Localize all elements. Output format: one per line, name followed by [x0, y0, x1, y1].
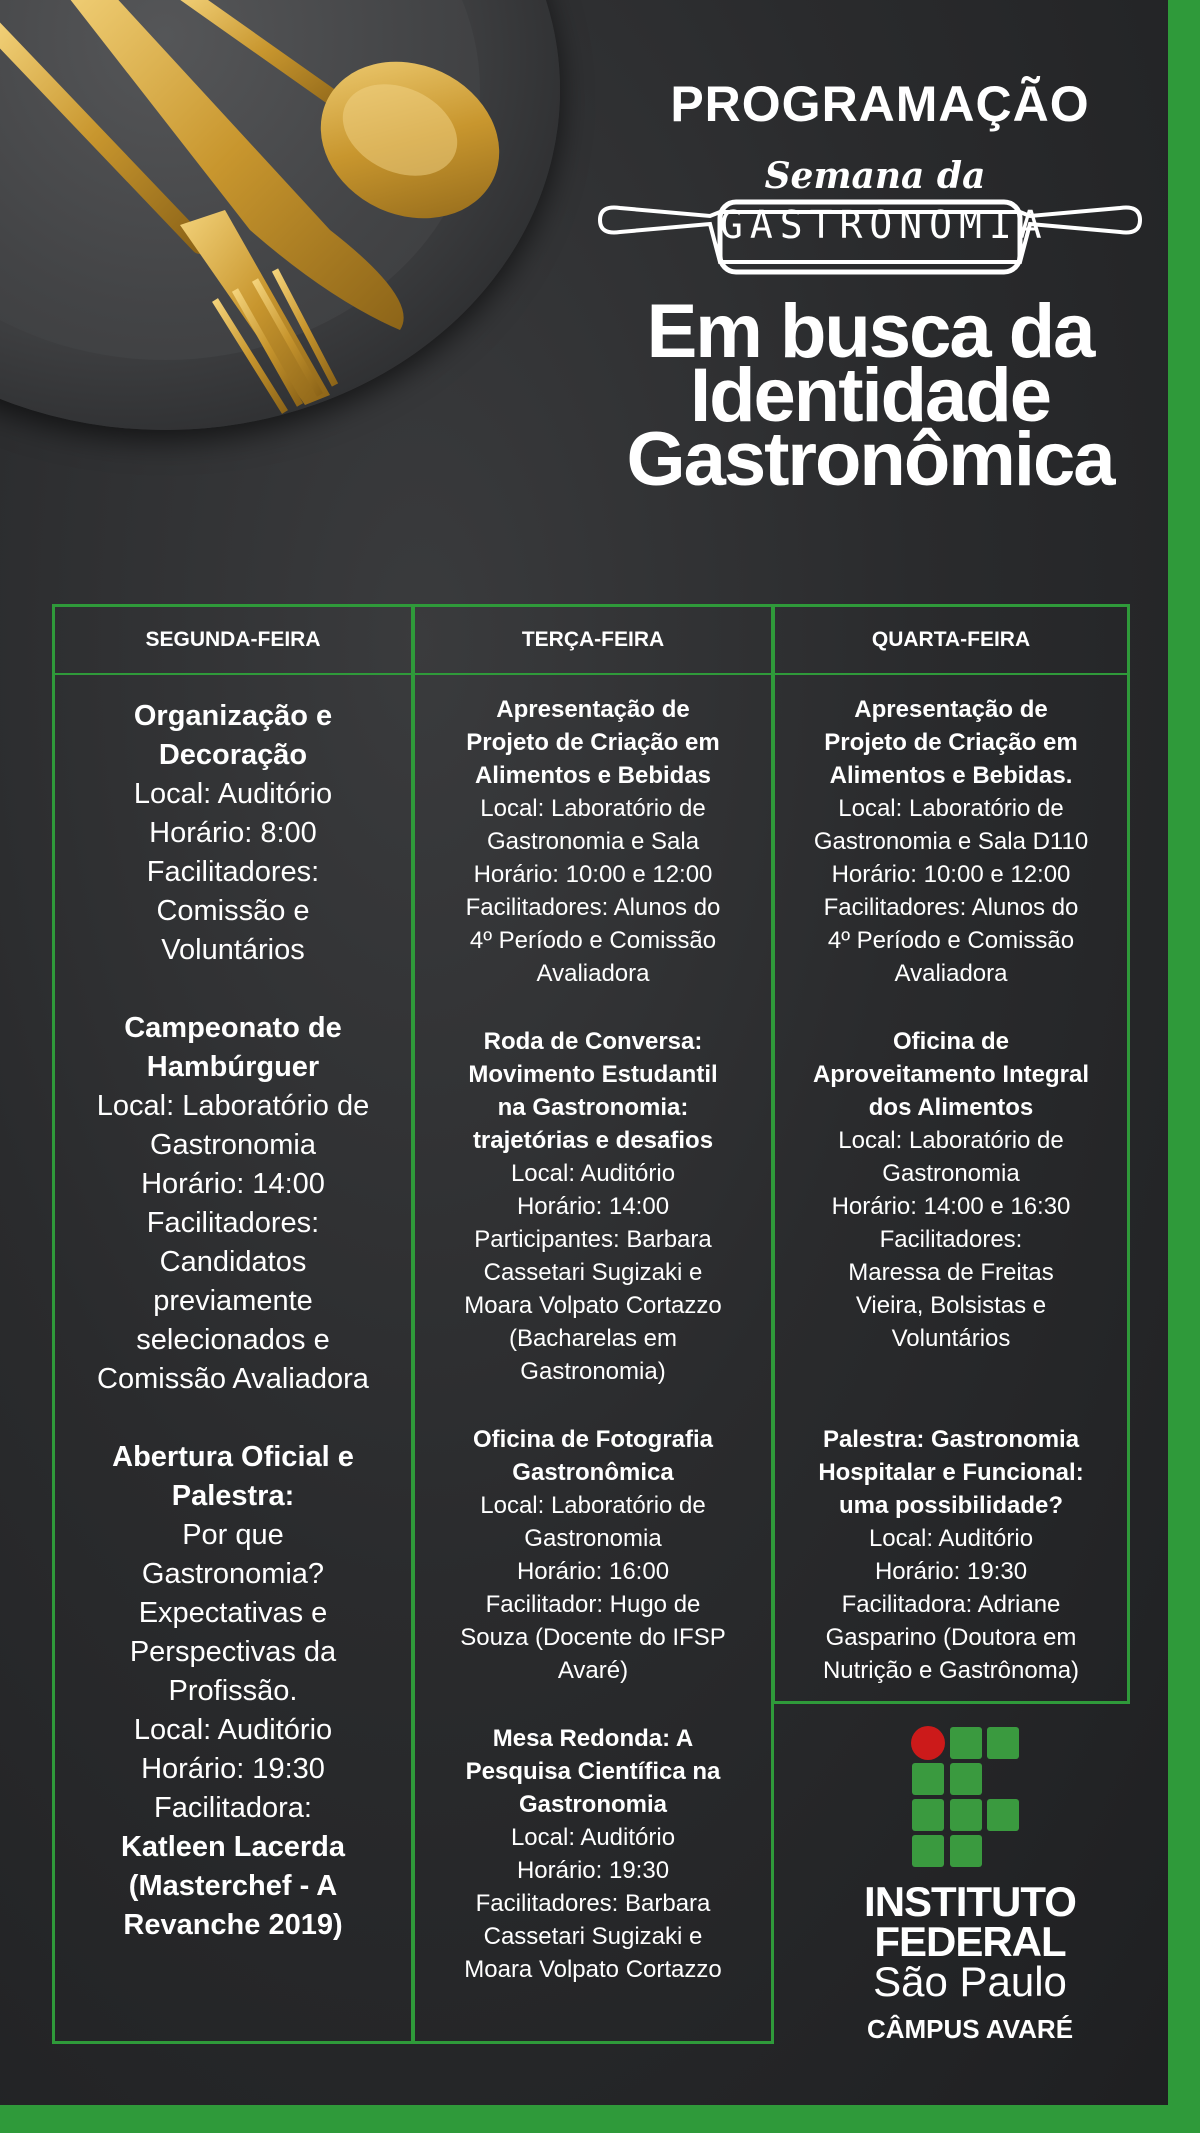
gastronomia-logo-text: GASTRONOMIA — [720, 203, 1049, 247]
event-title: Oficina de Aproveitamento Integral dos Alimentos — [812, 1028, 1090, 1121]
if-logo-icon — [910, 1725, 1020, 1870]
event-title: Abertura Oficial e Palestra: — [112, 1441, 354, 1512]
event-details: Local: Laboratório de Gastronomia e Sala Horário: 10:00 e 12:00 Facilitadores: Alunos do 4º Período e Comissão Avaliadora — [465, 795, 721, 987]
semana-da-script: Semana da — [764, 155, 986, 197]
headline-line-1: Em busca da — [646, 289, 1094, 374]
event-title: Campeonato de Hambúrguer — [124, 1012, 342, 1083]
institution-line-3: São Paulo — [873, 1958, 1067, 2005]
event-details: Local: Auditório Horário: 14:00 Participantes: Barbara Cassetari Sugizaki e Moara Volpato Cortazzo (Bacharelas em Gastronomia) — [464, 1160, 722, 1385]
event-details: Local: Laboratório de Gastronomia e Sala D110 Horário: 10:00 e 12:00 Facilitadores: Alunos do 4º Período e Comissão Avaliadora — [813, 795, 1089, 987]
event-speaker: Katleen Lacerda (Masterchef - A Revanche 2019) — [120, 1831, 346, 1941]
event-title: Organização e Decoração — [133, 700, 333, 771]
headline-line-2: Identidade — [689, 353, 1051, 438]
event-details: Local: Auditório Horário: 8:00 Facilitadores: Comissão e Voluntários — [133, 778, 333, 966]
campus-name: CÂMPUS AVARÉ — [866, 2014, 1074, 2044]
column-quarta — [772, 604, 1130, 1704]
event-title: Apresentação de Projeto de Criação em Alimentos e Bebidas — [466, 696, 720, 789]
institution-name — [800, 1878, 1140, 2044]
event-title: Oficina de Fotografia Gastronômica — [472, 1426, 714, 1486]
headline — [590, 289, 1150, 502]
event-title: Apresentação de Projeto de Criação em Alimentos e Bebidas. — [824, 696, 1078, 789]
day-header: QUARTA-FEIRA — [775, 607, 1127, 675]
event-details: Local: Auditório Horário: 19:30 Facilitadora: Adriane Gasparino (Doutora em Nutrição e Gastrônoma) — [822, 1525, 1080, 1684]
event-title: Roda de Conversa: Movimento Estudantil na Gastronomia: trajetórias e desafios — [468, 1028, 718, 1154]
event-oficina-fotografia — [418, 1423, 768, 1687]
event-title: Mesa Redonda: A Pesquisa Científica na Gastronomia — [465, 1725, 721, 1818]
event-title: Palestra: Gastronomia Hospitalar e Funcional: uma possibilidade? — [818, 1426, 1084, 1519]
column-terca — [412, 604, 774, 2044]
institution-line-2: FEDERAL — [874, 1918, 1066, 1965]
event-details: Local: Laboratório de Gastronomia Horário: 14:00 e 16:30 Facilitadores: Maressa de Freitas Vieira, Bolsistas e Voluntários — [831, 1127, 1071, 1352]
event-apresentacao — [418, 693, 768, 990]
bottom-border-bar — [0, 2105, 1200, 2133]
event-palestra-hospitalar — [776, 1423, 1126, 1687]
institution-line-1: INSTITUTO — [864, 1878, 1076, 1925]
day-header: SEGUNDA-FEIRA — [55, 607, 411, 675]
programacao-title: PROGRAMAÇÃO — [670, 76, 1090, 132]
cutlery-image — [0, 0, 560, 440]
event-campeonato — [63, 1009, 403, 1399]
day-header: TERÇA-FEIRA — [415, 607, 771, 675]
event-organizacao — [63, 697, 403, 970]
right-border-bar — [1168, 0, 1200, 2133]
event-details: Local: Laboratório de Gastronomia Horário: 14:00 Facilitadores: Candidatos previamente selecionados e Comissão Avaliadora — [96, 1090, 370, 1395]
event-mesa-redonda — [418, 1722, 768, 1986]
event-oficina-aproveitamento — [776, 1025, 1126, 1355]
event-details: Local: Laboratório de Gastronomia Horário: 16:00 Facilitador: Hugo de Souza (Docente do IFSP Avaré) — [460, 1492, 726, 1684]
event-apresentacao — [776, 693, 1126, 990]
event-abertura — [63, 1438, 403, 1945]
event-roda-conversa — [418, 1025, 768, 1388]
column-segunda — [52, 604, 414, 2044]
event-details: Local: Auditório Horário: 19:30 Facilitadores: Barbara Cassetari Sugizaki e Moara Volpato Cortazzo — [464, 1824, 722, 1983]
event-details: Por que Gastronomia? Expectativas e Perspectivas da Profissão. Local: Auditório Horário: 19:30 Facilitadora: — [129, 1519, 337, 1824]
headline-line-3: Gastronômica — [626, 417, 1114, 502]
